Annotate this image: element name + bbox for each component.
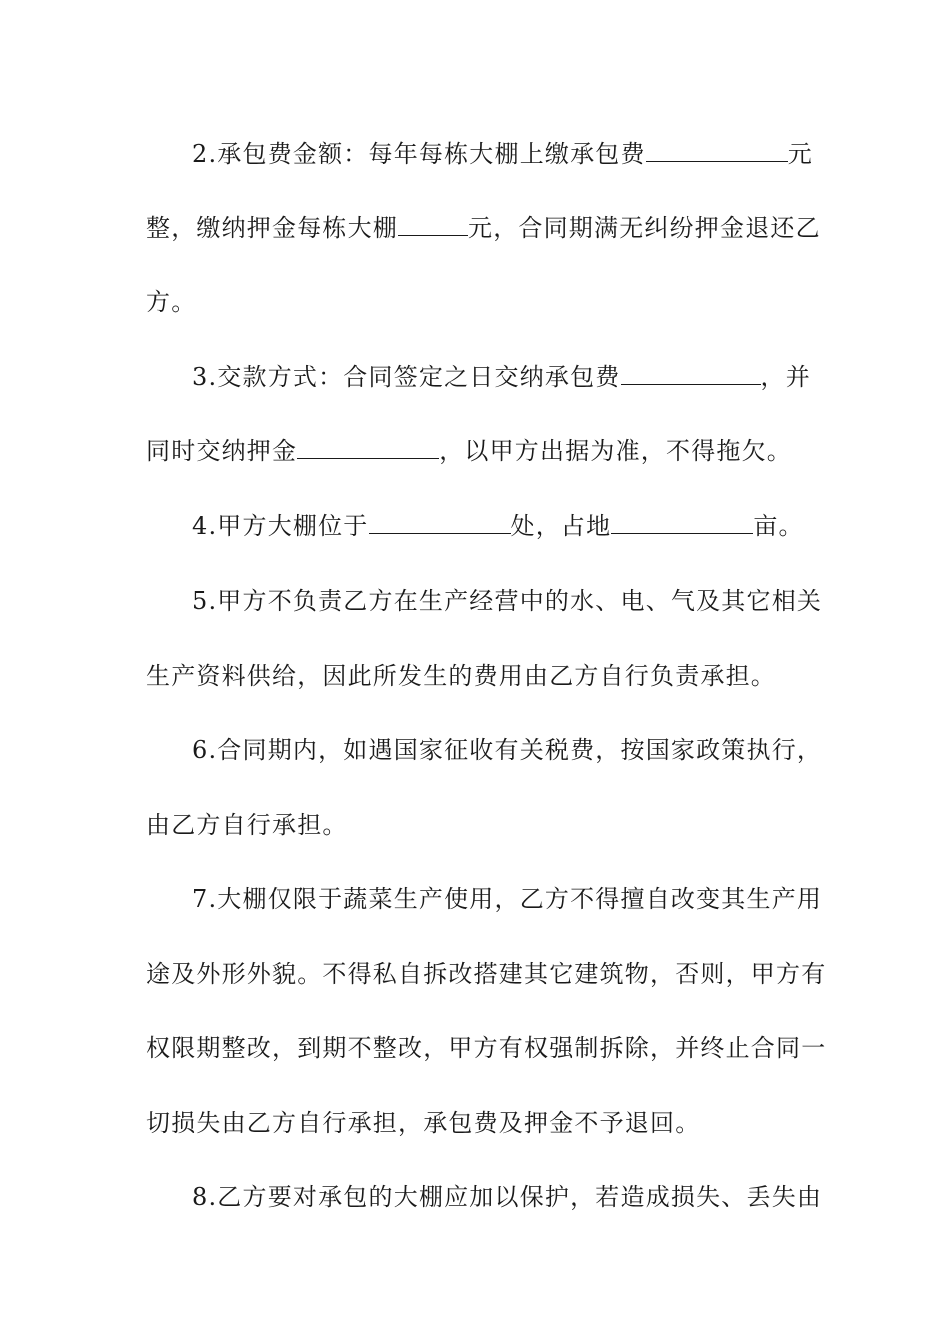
clause-7-line-3 [146,1028,826,1068]
text-span: 元，合同期满无纠纷押金退还乙 [468,214,821,242]
blank-fill-line [297,436,439,459]
clause-6-line-1 [192,730,822,770]
clause-2-line-2 [146,208,821,248]
text-span: 整，缴纳押金每栋大棚 [146,214,398,242]
blank-fill-line [621,362,761,385]
text-span: 切损失由乙方自行承担，承包费及押金不予退回。 [146,1109,701,1137]
text-span: 3.交款方式：合同签定之日交纳承包费 [192,363,621,391]
clause-2-line-3 [146,282,196,322]
clause-3-line-1 [192,357,811,397]
text-span: 4.甲方大棚位于 [192,512,369,540]
blank-fill-line [646,139,788,162]
text-span: 方。 [146,288,197,316]
clause-7-line-1 [192,879,822,919]
text-span: 6.合同期内，如遇国家征收有关税费，按国家政策执行， [192,736,823,764]
text-span: 途及外形外貌。不得私自拆改搭建其它建筑物，否则，甲方有 [146,960,827,988]
text-span: 由乙方自行承担。 [146,811,348,839]
clause-5-line-1 [192,581,822,621]
text-span: 生产资料供给，因此所发生的费用由乙方自行负责承担。 [146,662,776,690]
clause-4-line-1 [192,506,804,546]
blank-fill-line [398,213,468,236]
clause-7-line-4 [146,1103,700,1143]
text-span: 元 [787,140,813,168]
text-span: 7.大棚仅限于蔬菜生产使用，乙方不得擅自改变其生产用 [192,885,823,913]
clause-5-line-2 [146,656,776,696]
clause-3-line-2 [146,431,792,471]
text-span: 权限期整改，到期不整改，甲方有权强制拆除，并终止合同一 [146,1034,827,1062]
text-span: ，以甲方出据为准，不得拖欠。 [439,437,793,465]
clause-2-line-1 [192,134,813,174]
text-span: ，并 [760,363,811,391]
text-span: 2.承包费金额：每年每栋大棚上缴承包费 [192,140,646,168]
text-span: 5.甲方不负责乙方在生产经营中的水、电、气及其它相关 [192,587,823,615]
text-span: 亩。 [753,512,804,540]
text-span: 同时交纳押金 [146,437,298,465]
clause-7-line-2 [146,954,826,994]
clause-6-line-2 [146,805,348,845]
clause-8-line-1 [192,1177,822,1217]
text-span: 8.乙方要对承包的大棚应加以保护，若造成损失、丢失由 [192,1183,823,1211]
blank-fill-line [369,511,511,534]
text-span: 处，占地 [510,512,612,540]
blank-fill-line [611,511,753,534]
